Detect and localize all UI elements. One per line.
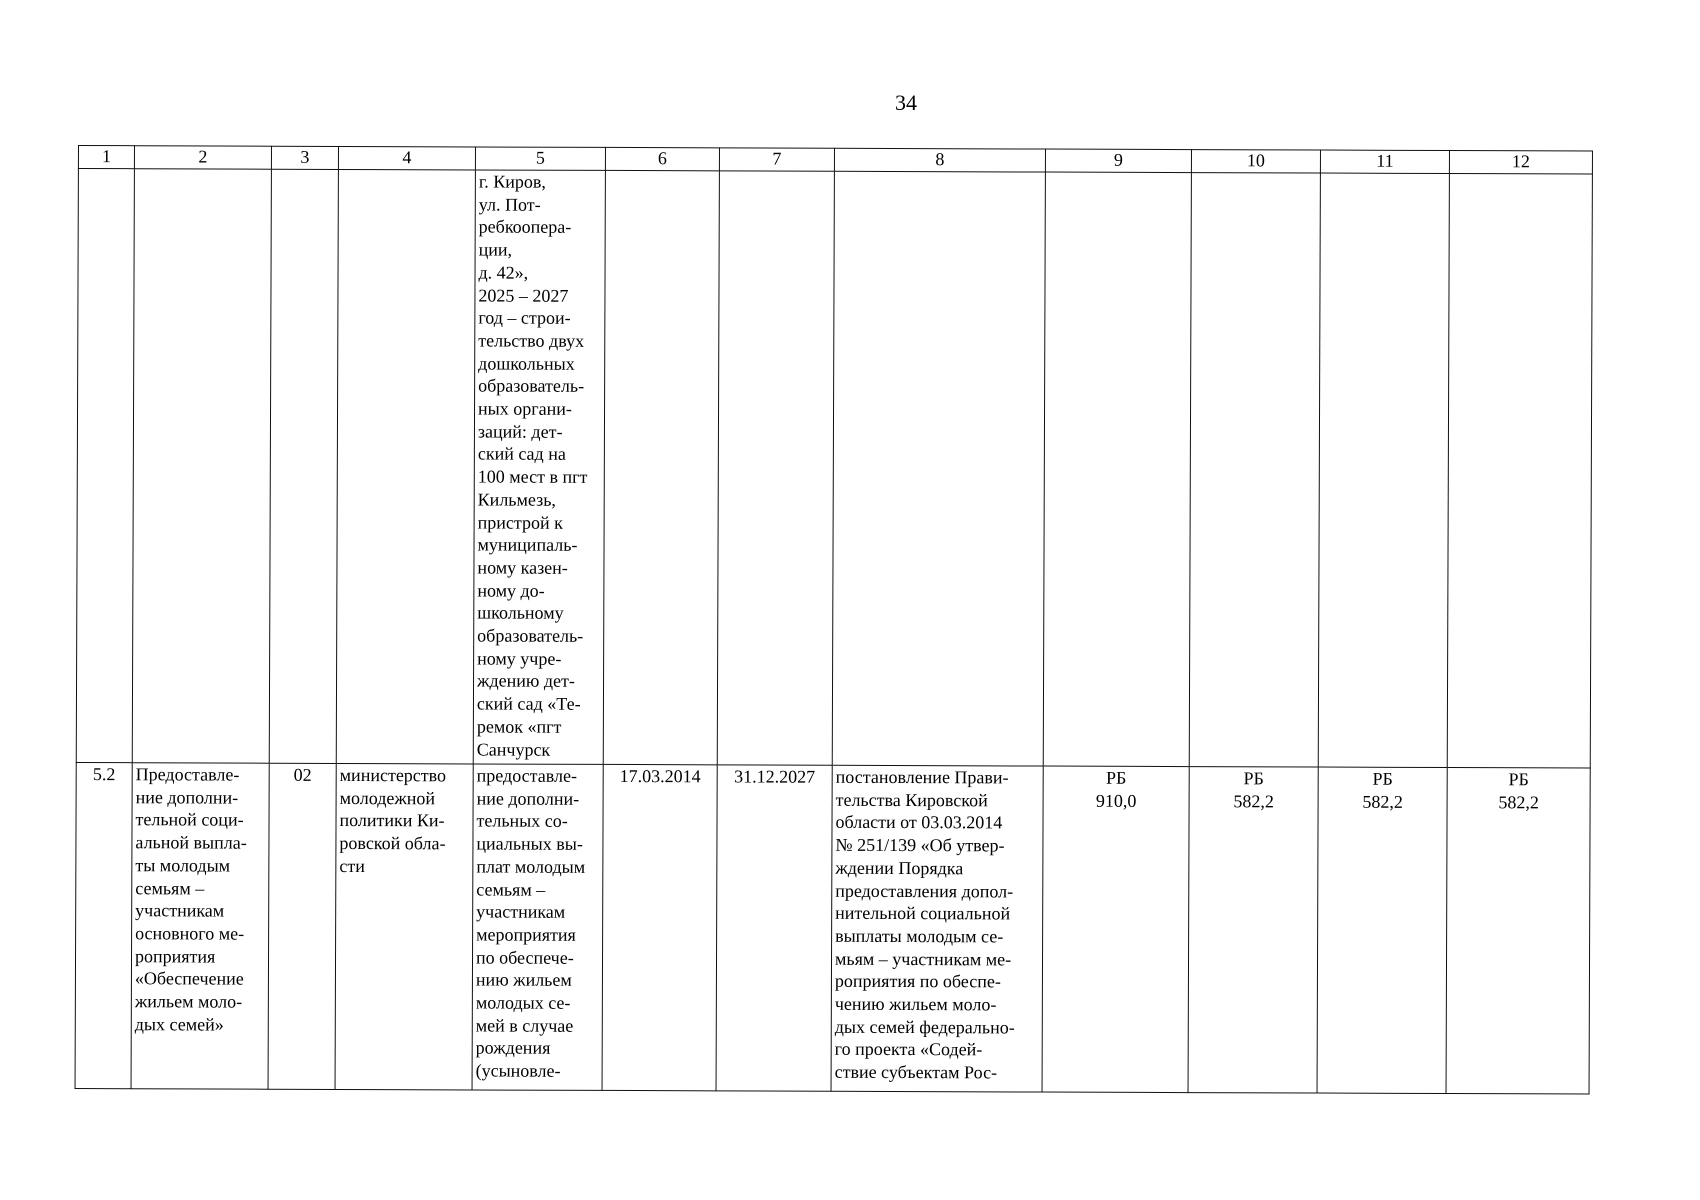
funding-source: РБ (1243, 768, 1264, 789)
funding-source: РБ (1105, 767, 1127, 788)
funding-amount: 910,0 (1095, 790, 1137, 811)
column-header: 10 (1191, 150, 1320, 173)
funding-amount: 582,2 (1233, 790, 1274, 812)
table-cell (1189, 173, 1320, 767)
column-header: 5 (475, 147, 605, 170)
funding-cell (1188, 767, 1318, 1093)
table-cell (336, 169, 475, 763)
funding-cell (1042, 766, 1189, 1093)
column-header: 3 (271, 146, 338, 169)
table-cell (717, 171, 834, 765)
table-cell (76, 169, 134, 763)
end-date-cell: 31.12.2027 (716, 765, 832, 1091)
column-header: 11 (1320, 150, 1449, 173)
program-table (75, 145, 1593, 1095)
funding-cell (1446, 768, 1590, 1095)
start-date-cell: 17.03.2014 (602, 764, 717, 1090)
column-header: 8 (834, 148, 1045, 172)
funding-amount: 582,2 (1362, 791, 1403, 812)
measure-name-cell: Предоставле- ние дополни- тельной соци- альной выпла- ты молодым семьям – участникам основного ме- роприятия «Обеспечение жильем моло- дых семей» (131, 763, 269, 1089)
column-header: 1 (78, 146, 134, 169)
column-header: 6 (605, 147, 719, 170)
row-number-cell: 5.2 (75, 762, 132, 1088)
column-header: 12 (1449, 151, 1592, 175)
column-header: 4 (338, 146, 475, 170)
funding-amount: 582,2 (1498, 791, 1539, 813)
table-cell (832, 171, 1045, 766)
funding-source: РБ (1508, 769, 1529, 790)
page-number: 34 (895, 90, 917, 115)
table-row-continuation (76, 169, 1592, 769)
table-cell (269, 169, 338, 763)
table-cell (1447, 174, 1592, 769)
column-header: 9 (1045, 149, 1191, 173)
table-cell (132, 169, 271, 763)
legal-basis-cell: постановление Прави- тельства Кировской области от 03.03.2014 № 251/139 «Об утвер- ждении Порядка предоставления допол- нительной социальной выплаты молодым се- мьям – участникам ме- роприятия по обеспе- чению жильем моло- дых семей федерально- го проекта «Содей- ствие субъектам Рос- (831, 765, 1043, 1092)
column-header: 7 (719, 148, 834, 171)
executor-cell: министерство молодежной политики Ки- ровской обла- сти (335, 763, 473, 1089)
code-cell: 02 (268, 763, 336, 1089)
continuation-description-cell: г. Киров, ул. Пот- ребкоопера- ции, д. 42», 2025 – 2027 год – строи- тельство двух дошкольных образователь- ных органи- заций: дет- ский сад на 100 мест в пгт Кильмезь, пристрой к муниципаль- ному казен- ному до- школьному образователь- ному учре- ждению дет- ский сад «Те- ремок «пгт Санчурск (473, 170, 605, 764)
column-header: 2 (134, 146, 271, 170)
funding-source: РБ (1372, 768, 1393, 789)
table-cell (1043, 172, 1191, 767)
description-cell: предоставле- ние дополни- тельных со- циальных вы- плат молодым семьям – участникам мероприятия по обеспече- нию жильем молодых се- мей в случае рождения (усыновле- (472, 764, 603, 1090)
table-cell (1318, 173, 1449, 767)
funding-cell (1317, 767, 1447, 1093)
table-cell (603, 170, 719, 764)
table-row-5-2 (75, 762, 1590, 1094)
